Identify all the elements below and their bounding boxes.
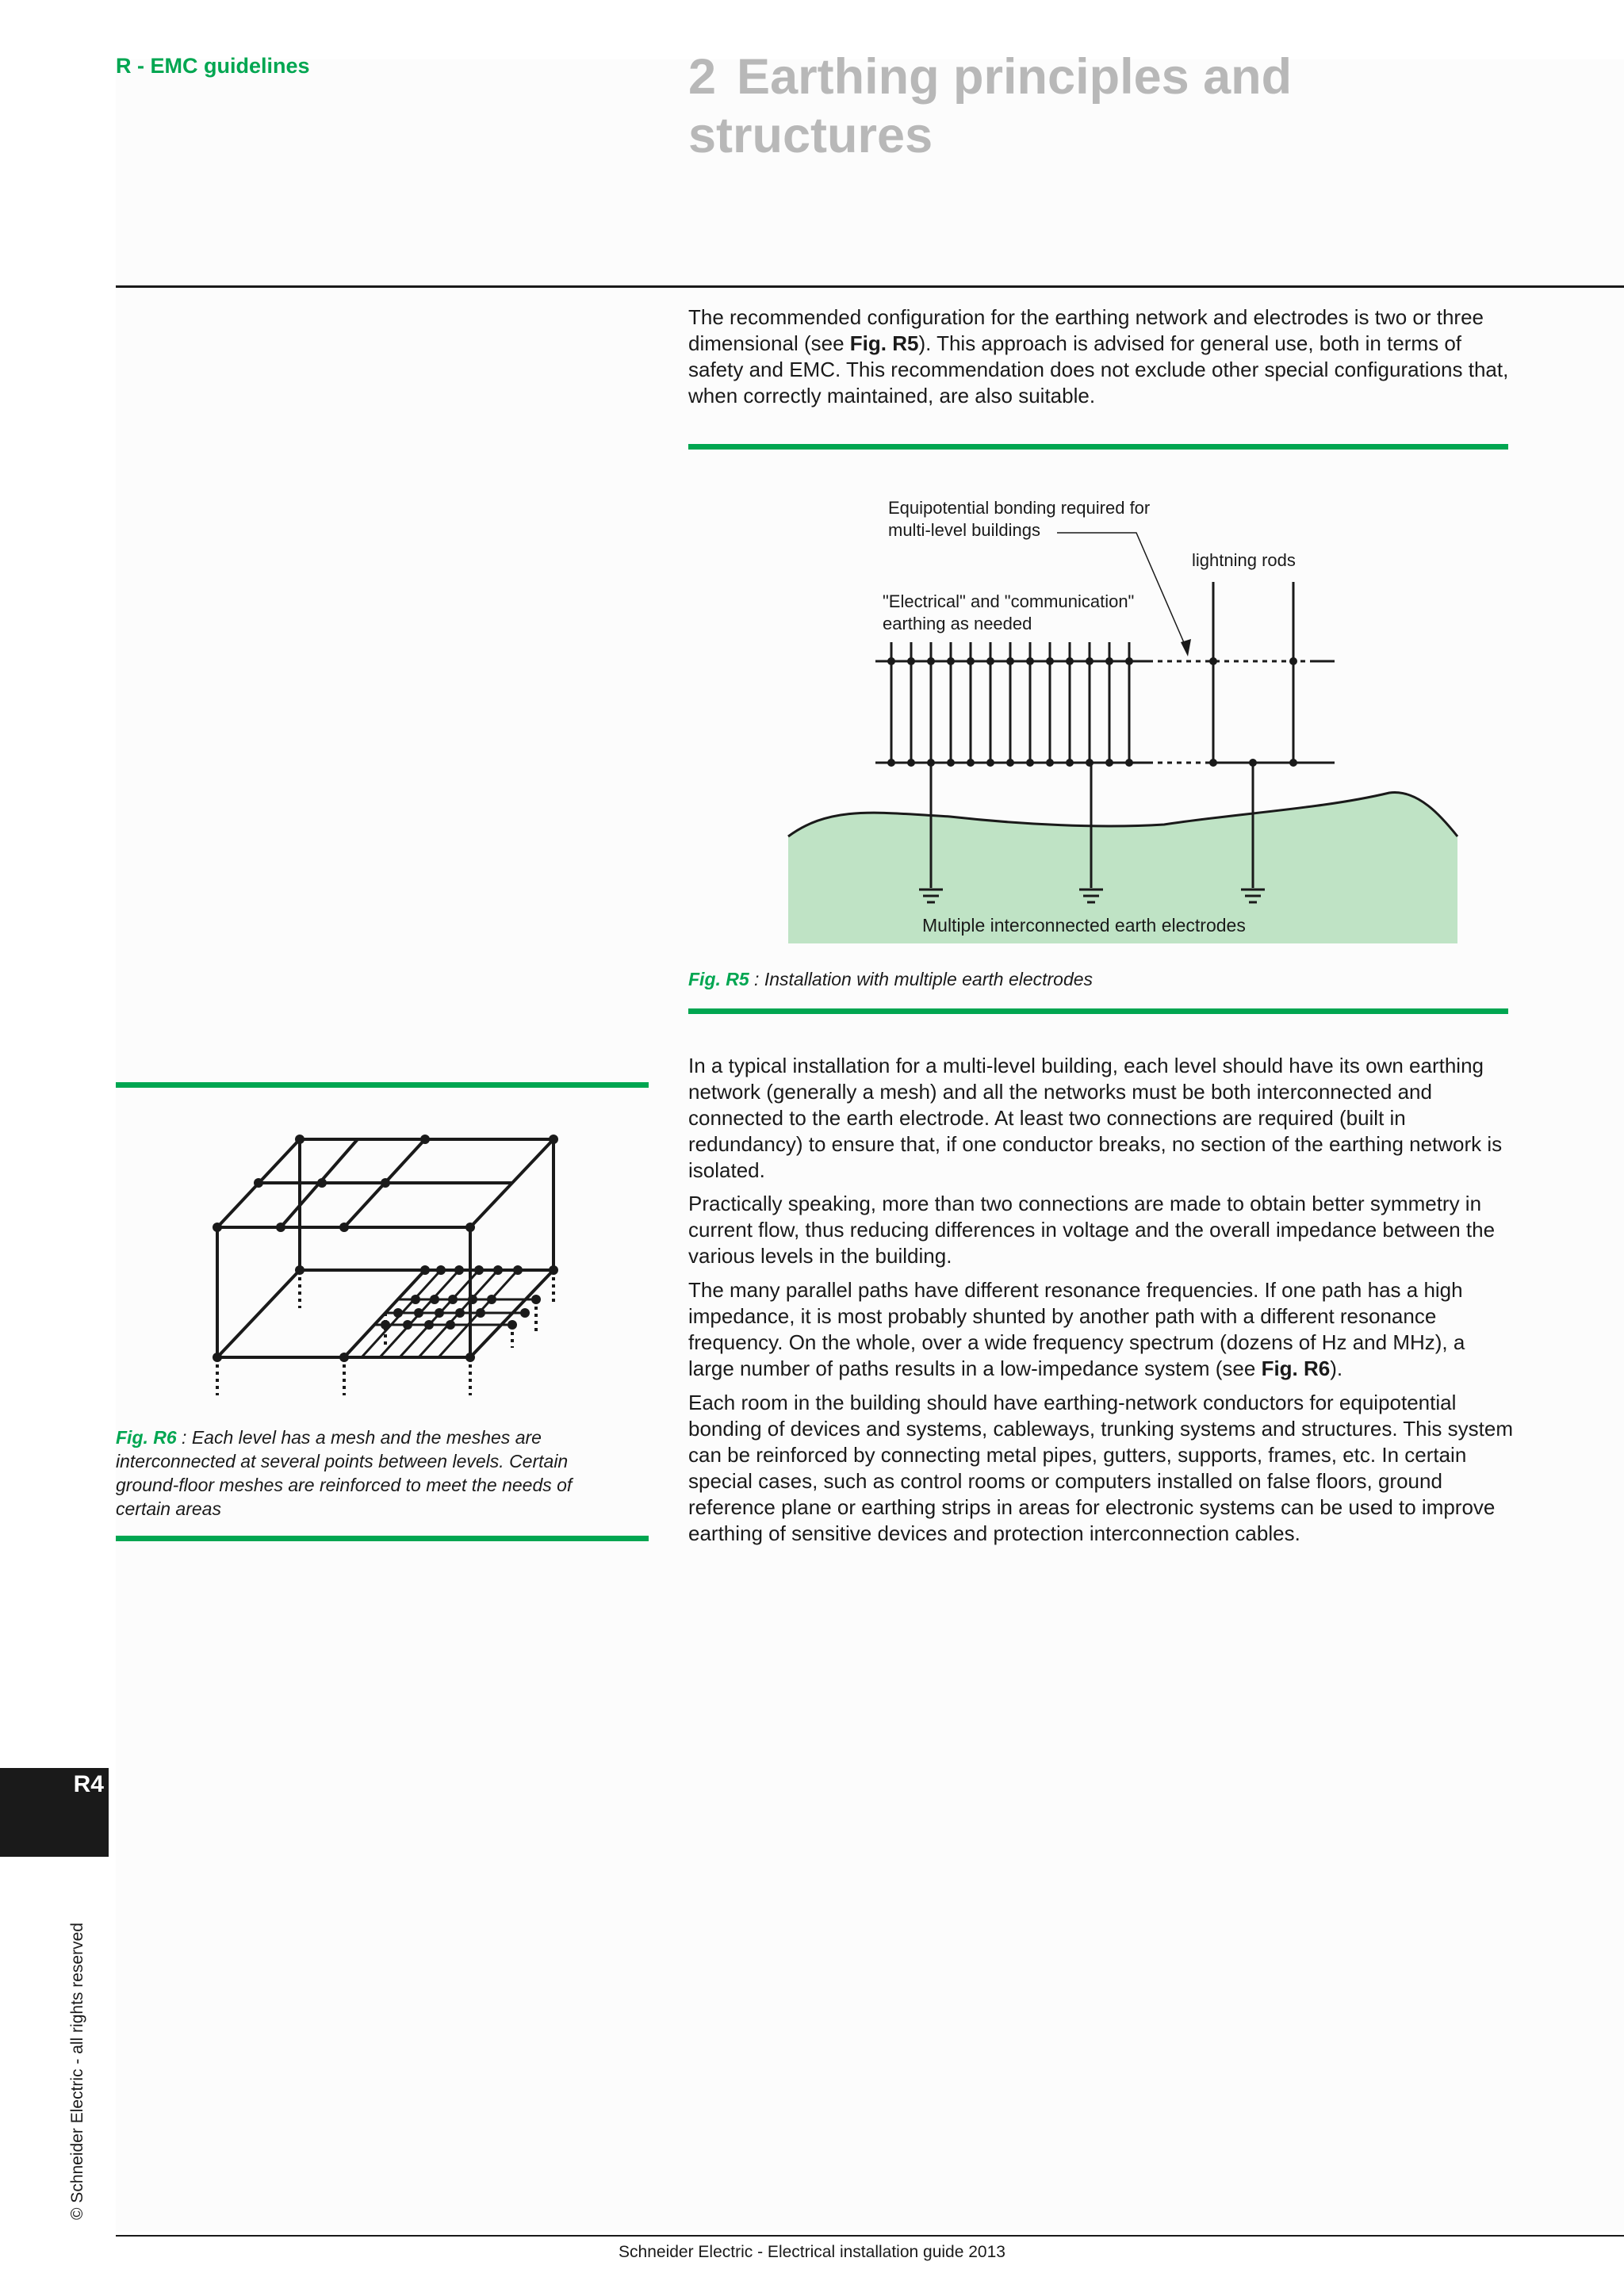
body-paragraph-4: Each room in the building should have earthing-network conductors for equipotential bonding of devices and systems, cableways, trunking systems and structures. This system can be reinforced by connecting metal pipes, gutters, supports, frames, etc. In certain special cases, such as control rooms or computers installed on false floors, ground reference plane or earthing strips in areas for electronic systems can be used to improve earthing of sensitive devices and protection interconnection cables. xyxy=(688,1391,1513,1545)
intro-text-before: The recommended configuration for the earthing network and electrodes is two or three dimensional (see xyxy=(688,305,1484,355)
chapter-title xyxy=(688,48,1481,165)
figure-r6-diagram xyxy=(116,1094,649,1411)
figure-r6-caption-text: : Each level has a mesh and the meshes are interconnected at several points between levels. Certain ground-floor meshes are reinforced to meet the needs of certain areas xyxy=(116,1427,573,1519)
figure-r6-top-rule xyxy=(116,1082,649,1088)
figure-r5-bottom-rule xyxy=(688,1008,1508,1014)
body-paragraph-1: In a typical installation for a multi-level building, each level should have its own earthing network (generally a mesh) and all the networks must be both interconnected and connected to the earth electrode. At least two connections are required (built in redundancy) to ensure that, if one conductor breaks, no section of the earthing network is isolated. xyxy=(688,1054,1503,1182)
bonding-arrowhead xyxy=(1181,639,1191,656)
mesh-reinforced-area xyxy=(362,1270,536,1357)
page-number-tab xyxy=(0,1768,109,1857)
body-paragraph-3 xyxy=(688,1277,1513,1382)
label-bonding-line1: Equipotential bonding required for xyxy=(888,498,1151,518)
body-p3-text-after: ). xyxy=(1330,1357,1343,1380)
label-earthing-line2: earthing as needed xyxy=(883,614,1032,633)
intro-fig-ref: Fig. R5 xyxy=(849,331,919,355)
mesh-nodes xyxy=(213,1135,558,1362)
figure-r5-ref: Fig. R5 xyxy=(688,969,749,989)
intro-paragraph xyxy=(688,304,1513,409)
body-p3-fig-ref: Fig. R6 xyxy=(1261,1357,1331,1380)
label-lightning-rods: lightning rods xyxy=(1192,550,1296,570)
figure-r5-diagram xyxy=(688,476,1508,959)
label-earthing-line1: "Electrical" and "communication" xyxy=(883,591,1135,611)
figure-r6-bottom-rule xyxy=(116,1536,649,1541)
conductor-junctions xyxy=(887,657,1297,767)
header-rule xyxy=(116,285,1624,288)
figure-r6-ref: Fig. R6 xyxy=(116,1427,177,1448)
body-paragraph-2: Practically speaking, more than two connections are made to obtain better symmetry in current flow, thus reducing differences in voltage and the overall impedance between the various levels in the building. xyxy=(688,1192,1496,1268)
intro-text-after: ). This approach is advised for general use, both in terms of safety and EMC. This recommendation does not exclude other special configurations that, when correctly maintained, are also suitable. xyxy=(688,331,1509,408)
lightning-rods xyxy=(1213,582,1293,763)
chapter-title-text: Earthing principles and structures xyxy=(688,49,1293,163)
body-p3-text-before: The many parallel paths have different resonance frequencies. If one path has a high impedance, it is most probably shunted by another path with a different resonance frequency. On the whole, over a wide frequency spectrum (dozens of Hz and MHz), a large number of paths results in a low-impedance system (see xyxy=(688,1278,1465,1380)
section-label: R - EMC guidelines xyxy=(116,54,310,78)
copyright-notice: © Schneider Electric - all rights reserved xyxy=(68,1923,86,2220)
page-footer: Schneider Electric - Electrical installation guide 2013 xyxy=(619,2243,1005,2261)
figure-r5-caption-text: : Installation with multiple earth electrodes xyxy=(749,969,1094,989)
chapter-number: 2 xyxy=(688,49,717,105)
figure-r6-caption xyxy=(116,1425,615,1521)
page-number: R4 xyxy=(73,1771,104,1797)
label-earth-electrodes: Multiple interconnected earth electrodes xyxy=(922,915,1246,936)
label-bonding-line2: multi-level buildings xyxy=(888,520,1040,540)
figure-r5-caption xyxy=(688,967,1508,991)
figure-r5-top-rule xyxy=(688,444,1508,450)
footer-rule xyxy=(116,2235,1624,2237)
